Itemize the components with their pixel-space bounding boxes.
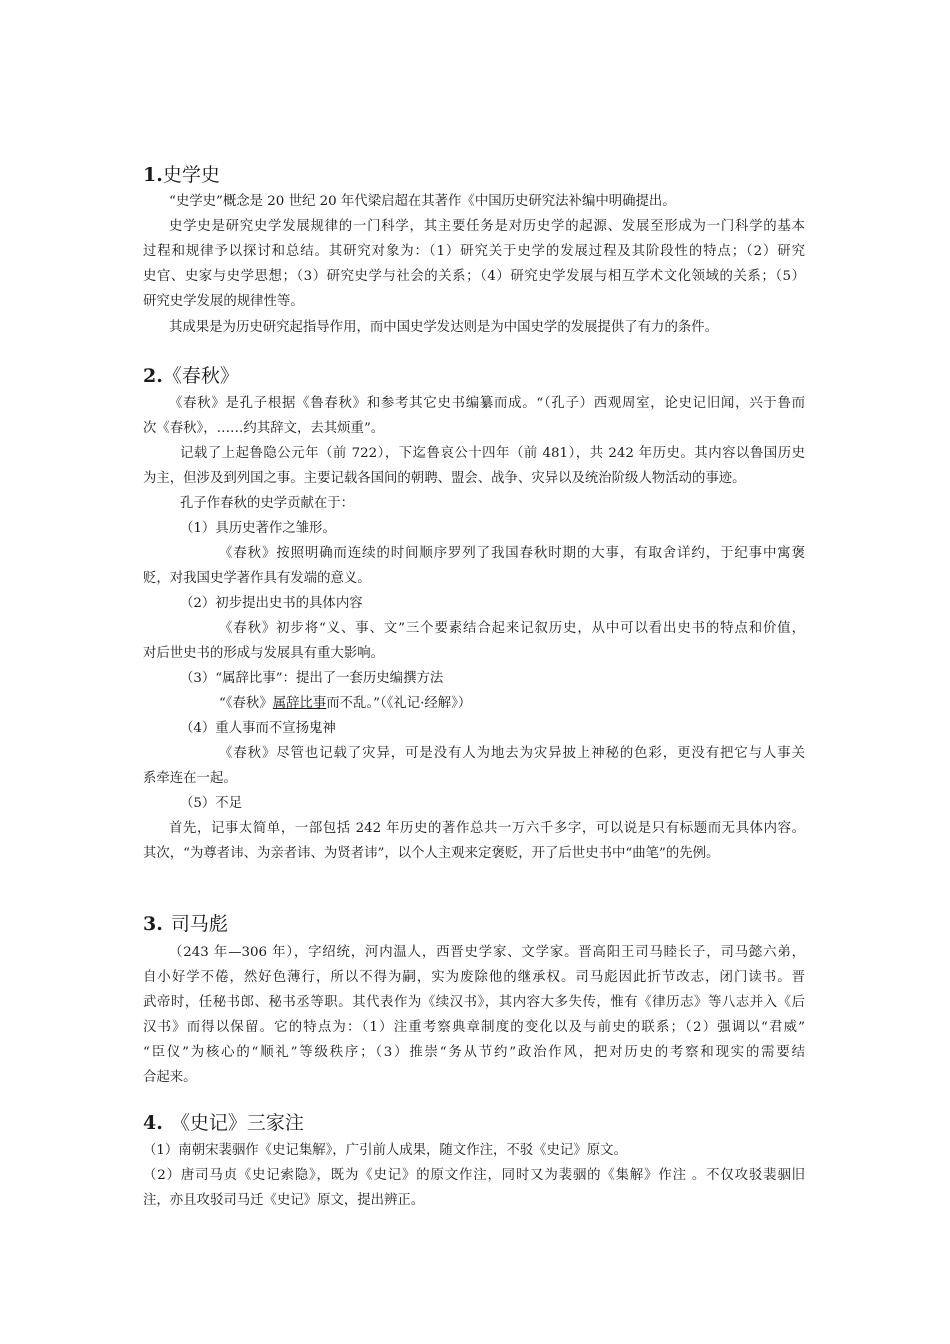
section-3-line-1: （243 年—306 年），字绍统，河内温人，西晋史学家、文学家。晋高阳王司马睦长子，司马懿六弟， [169,945,805,960]
section-2-paragraph-1-line-1: 《春秋》是孔子根据《鲁春秋》和参考其它史书编纂而成。“（孔子）西观周室，论史记旧闻，兴于鲁而 [169,396,805,411]
section-2-paragraph-2-line-2: 为主，但涉及到列国之事。主要记载各国间的朝聘、盟会、战争、灾异以及统治阶级人物活动的事迹。 [143,471,746,486]
section-3-title: 司马彪 [170,913,228,935]
section-3-number: 3. [143,913,163,935]
section-4-line-2: （2）唐司马贞《史记索隐》，既为《史记》的原文作注，同时又为裴骃的《集解》作注 。不仅攻驳裴骃旧 [143,1168,805,1183]
section-4-number: 4. [143,1112,163,1134]
section-1-paragraph-2-line-2: 过程和规律予以探讨和总结。其研究对象为：（1）研究关于史学的发展过程及其阶段性的特点；（2）研究 [143,244,805,259]
list-item-1: （1）具历史著作之雏形。 [180,521,336,536]
list-item-4-detail-line-2: 系牵连在一起。 [143,771,237,786]
list-item-2-detail-line-1: 《春秋》初步将“义、事、文”三个要素结合起来记叙历史，从中可以看出史书的特点和价值， [219,621,805,636]
section-2-number: 2. [143,365,163,387]
list-item-5: （5）不足 [180,796,243,811]
section-1-paragraph-2-line-3: 史官、史家与史学思想；（3）研究史学与社会的关系；（4）研究史学发展与相互学术文化领域的关系；（5） [143,269,805,284]
section-4-line-1: （1）南朝宋裴骃作《史记集解》，广引前人成果，随文作注，不驳《史记》原文。 [143,1143,627,1158]
section-1-paragraph-2-line-4: 研究史学发展的规律性等。 [143,294,304,309]
quote-rest-text: 而不乱。”（《礼记·经解》） [326,696,472,711]
quote-open-text: “《春秋》 [219,696,273,711]
section-4-line-3: 注，亦且攻驳司马迁《史记》原文，提出辨正。 [143,1193,425,1208]
section-3-line-3: 武帝时，任秘书郎、秘书丞等职。其代表作为《续汉书》，其内容大多失传，惟有《律历志》等八志并入《后 [143,995,805,1010]
list-item-4-detail-line-1: 《春秋》尽管也记载了灾异，可是没有人为地去为灾异披上神秘的色彩，更没有把它与人事关 [219,746,805,761]
list-item-2: （2）初步提出史书的具体内容 [180,596,363,611]
list-item-3: （3）“属辞比事”：提出了一套历史编撰方法 [180,671,444,686]
section-1-number: 1. [143,164,163,186]
section-2-heading [143,364,239,388]
list-item-1-detail-line-2: 贬，对我国史学著作具有发端的意义。 [143,571,371,586]
section-2-title: 《春秋》 [162,365,239,387]
list-item-2-detail-line-2: 对后世史书的形成与发展具有重大影响。 [143,646,385,661]
section-2-paragraph-1-line-2: 次《春秋》，……约其辞文，去其烦重”。 [143,421,385,436]
section-1-paragraph-3: 其成果是为历史研究起指导作用，而中国史学发达则是为中国史学的发展提供了有力的条件。 [169,320,719,335]
list-item-4: （4）重人事而不宣扬鬼神 [180,721,336,736]
section-2-paragraph-3: 孔子作春秋的史学贡献在于： [180,496,355,511]
section-1-heading [143,163,220,187]
section-2-paragraph-2-line-1: 记载了上起鲁隐公元年（前 722），下迄鲁哀公十四年（前 481），共 242 年历史。其内容以鲁国历史 [180,446,805,461]
section-3-line-2: 自小好学不倦，然好色薄行，所以不得为嗣，实为废除他的继承权。司马彪因此折节改志，闭门读书。晋 [143,970,805,985]
section-3-line-5: “臣仪”为核心的“顺礼”等级秩序；（3）推崇“务从节约”政治作风，把对历史的考察和现实的需要结 [143,1045,805,1060]
section-3-line-4: 汉书》而得以保留。它的特点为：（1）注重考察典章制度的变化以及与前史的联系；（2）强调以“君威” [143,1020,805,1035]
section-1-paragraph-2-line-1: 史学史是研究史学发展规律的一门科学，其主要任务是对历史学的起源、发展至形成为一门科学的基本 [169,219,805,234]
section-3-line-6: 合起来。 [143,1070,197,1085]
list-item-3-quote [219,695,471,713]
section-1-paragraph-1: “史学史”概念是 20 世纪 20 年代梁启超在其著作《中国历史研究法补编中明确提出。 [169,194,676,209]
section-3-heading [143,912,228,936]
section-4-title: 《史记》三家注 [170,1112,304,1134]
list-item-1-detail-line-1: 《春秋》按照明确而连续的时间顺序罗列了我国春秋时期的大事，有取舍详约，于纪事中寓褒 [219,546,805,561]
section-1-title: 史学史 [162,164,220,186]
quote-underlined-phrase: 属辞比事 [272,696,327,711]
list-item-5-detail-line-2: 其次，“为尊者讳、为亲者讳、为贤者讳”，以个人主观来定褒贬，开了后世史书中“曲笔”的先例。 [143,846,720,861]
section-4-heading [143,1111,304,1135]
list-item-5-detail-line-1: 首先，记事太简单，一部包括 242 年历史的著作总共一万六千多字，可以说是只有标题而无具体内容。 [169,821,805,836]
